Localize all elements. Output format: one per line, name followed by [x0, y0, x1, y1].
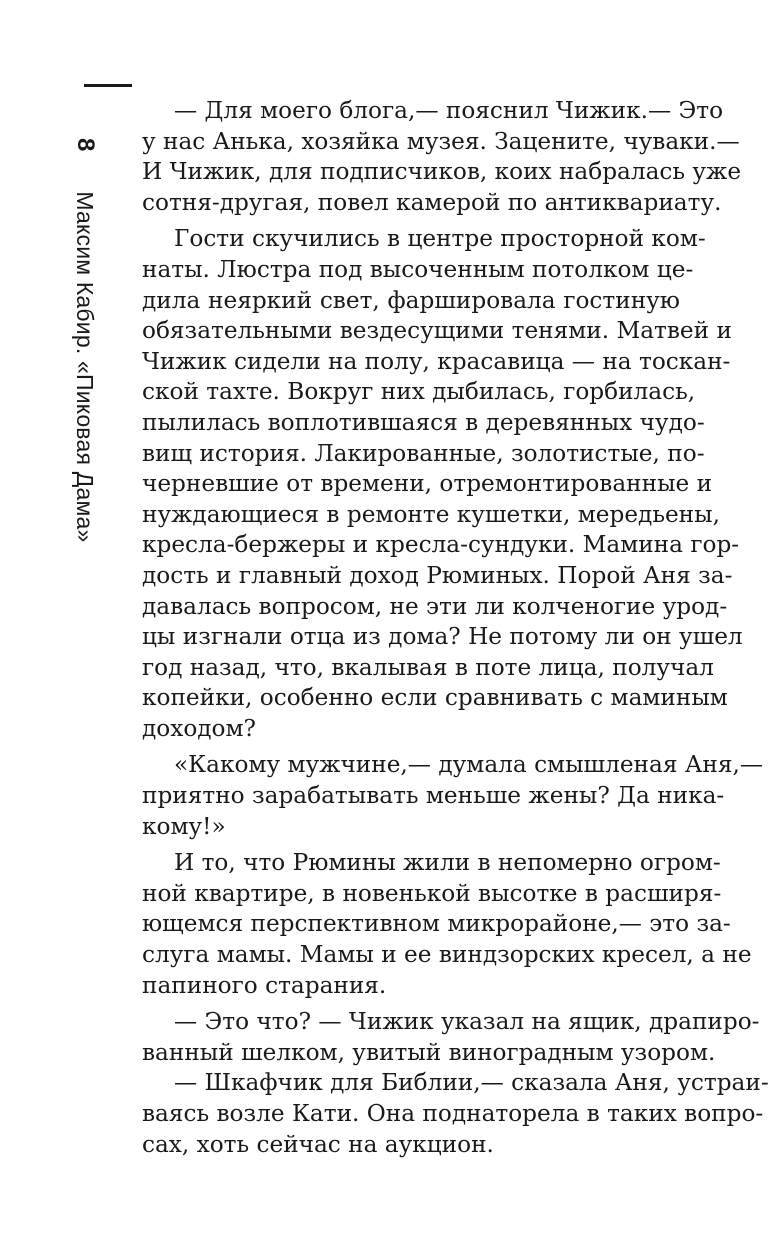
text-line: копейки, особенно если сравнивать с маминым	[142, 684, 728, 712]
body-text	[142, 96, 769, 1160]
text-line: — Шкафчик для Библии,— сказала Аня, устраи-	[174, 1069, 769, 1097]
text-line: «Какому мужчине,— думала смышленая Аня,—	[174, 751, 764, 779]
text-line: папиного старания.	[142, 971, 387, 999]
text-line: доходом?	[142, 714, 256, 742]
running-header	[70, 138, 100, 598]
paragraph	[142, 1007, 760, 1068]
text-line: сах, хоть сейчас на аукцион.	[142, 1130, 494, 1158]
page-number: 8	[72, 138, 99, 152]
running-title: Максим Кабир. «Пиковая Дама»	[72, 191, 99, 543]
text-line: кому!»	[142, 812, 226, 840]
text-line: пылилась воплотившаяся в деревянных чудо-	[142, 408, 705, 436]
text-line: И то, что Рюмины жили в непомерно огром-	[174, 849, 721, 877]
text-line: И Чижик, для подписчиков, коих набралась уже	[142, 158, 742, 186]
text-line: обязательными вездесущими тенями. Матвей и	[142, 317, 732, 345]
text-line: вищ история. Лакированные, золотистые, по-	[142, 439, 705, 467]
text-line: год назад, что, вкалывая в поте лица, получал	[142, 653, 714, 681]
text-line: кресла-бержеры и кресла-сундуки. Мамина гор-	[142, 531, 740, 559]
text-line: — Для моего блога,— пояснил Чижик.— Это	[174, 97, 724, 124]
text-line: ваясь возле Кати. Она поднаторела в таких вопро-	[142, 1100, 764, 1127]
text-line: нуждающиеся в ремонте кушетки, мередьены,	[142, 500, 720, 528]
header-rule	[84, 84, 132, 87]
paragraph	[142, 96, 742, 218]
text-line: приятно зарабатывать меньше жены? Да ника-	[142, 782, 725, 810]
text-line: сотня-другая, повел камерой по антиквариату.	[142, 188, 722, 216]
text-line: Чижик сидели на полу, красавица — на тоскан-	[142, 347, 731, 375]
text-line: цы изгнали отца из дома? Не потому ли он ушел	[142, 623, 743, 651]
text-line: ской тахте. Вокруг них дыбилась, горбилась,	[142, 378, 696, 406]
text-line: у нас Анька, хозяйка музея. Зацените, чуваки.—	[142, 127, 740, 155]
text-line: ной квартире, в новенькой высотке в расширя-	[142, 879, 722, 907]
text-line: ванный шелком, увитый виноградным узором.	[142, 1038, 716, 1066]
paragraph	[142, 750, 764, 842]
text-line: дила неяркий свет, фаршировала гостиную	[142, 286, 680, 314]
paragraph	[142, 848, 752, 1001]
text-line: наты. Люстра под высоченным потолком це-	[142, 255, 694, 283]
text-line: черневшие от времени, отремонтированные и	[142, 470, 713, 498]
text-line: слуга мамы. Мамы и ее виндзорских кресел, а не	[142, 941, 752, 969]
text-line: дость и главный доход Рюминых. Порой Аня за-	[142, 561, 733, 589]
text-line: Гости скучились в центре просторной ком-	[174, 225, 706, 253]
text-line: давалась вопросом, не эти ли колченогие урод-	[142, 592, 728, 620]
paragraph	[142, 224, 743, 744]
text-line: — Это что? — Чижик указал на ящик, драпиро-	[174, 1008, 760, 1036]
paragraph	[142, 1068, 769, 1160]
text-line: ющемся перспективном микрорайоне,— это за-	[142, 910, 731, 938]
